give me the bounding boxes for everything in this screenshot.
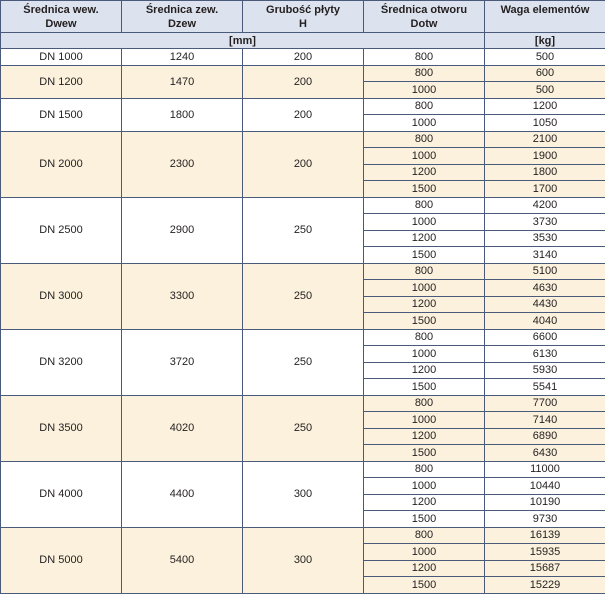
weight-cell: 4200 <box>485 197 605 214</box>
dn-cell: DN 2500 <box>1 197 122 263</box>
opening-diameter-cell: 1200 <box>364 560 485 577</box>
header-element-weight: Waga elementów <box>485 1 605 33</box>
opening-diameter-cell: 1000 <box>364 412 485 429</box>
opening-diameter-cell: 800 <box>364 329 485 346</box>
weight-cell: 1800 <box>485 164 605 181</box>
table-row <box>1 461 605 478</box>
opening-diameter-cell: 1000 <box>364 82 485 99</box>
outer-diameter-cell: 3720 <box>122 329 243 395</box>
opening-diameter-cell: 800 <box>364 197 485 214</box>
dn-cell: DN 3200 <box>1 329 122 395</box>
outer-diameter-cell: 1470 <box>122 65 243 98</box>
opening-diameter-cell: 1200 <box>364 296 485 313</box>
opening-diameter-cell: 1500 <box>364 445 485 462</box>
thickness-cell: 200 <box>243 98 364 131</box>
weight-cell: 6130 <box>485 346 605 363</box>
opening-diameter-cell: 800 <box>364 98 485 115</box>
weight-cell: 5100 <box>485 263 605 280</box>
unit-kg: [kg] <box>485 33 605 49</box>
weight-cell: 1200 <box>485 98 605 115</box>
opening-diameter-cell: 1500 <box>364 247 485 264</box>
weight-cell: 600 <box>485 65 605 82</box>
thickness-cell: 200 <box>243 65 364 98</box>
opening-diameter-cell: 1500 <box>364 313 485 330</box>
thickness-cell: 250 <box>243 197 364 263</box>
weight-cell: 15935 <box>485 544 605 561</box>
thickness-cell: 250 <box>243 329 364 395</box>
weight-cell: 11000 <box>485 461 605 478</box>
weight-cell: 1050 <box>485 115 605 132</box>
weight-cell: 6890 <box>485 428 605 445</box>
dn-cell: DN 1500 <box>1 98 122 131</box>
opening-diameter-cell: 1500 <box>364 379 485 396</box>
opening-diameter-cell: 1200 <box>364 164 485 181</box>
opening-diameter-cell: 1200 <box>364 362 485 379</box>
table-row <box>1 263 605 280</box>
thickness-cell: 300 <box>243 461 364 527</box>
weight-cell: 5541 <box>485 379 605 396</box>
thickness-cell: 250 <box>243 263 364 329</box>
thickness-cell: 250 <box>243 395 364 461</box>
table-row <box>1 49 605 66</box>
opening-diameter-cell: 1000 <box>364 115 485 132</box>
weight-cell: 1700 <box>485 181 605 198</box>
weight-cell: 15687 <box>485 560 605 577</box>
outer-diameter-cell: 4400 <box>122 461 243 527</box>
opening-diameter-cell: 800 <box>364 131 485 148</box>
opening-diameter-cell: 800 <box>364 263 485 280</box>
outer-diameter-cell: 4020 <box>122 395 243 461</box>
table-row <box>1 98 605 115</box>
table-row <box>1 65 605 82</box>
opening-diameter-cell: 800 <box>364 527 485 544</box>
header-inner-diameter: Średnica wew. Dwew <box>1 1 122 33</box>
table-row <box>1 395 605 412</box>
opening-diameter-cell: 1500 <box>364 577 485 594</box>
unit-mm: [mm] <box>1 33 485 49</box>
weight-cell: 500 <box>485 49 605 66</box>
table-row <box>1 527 605 544</box>
outer-diameter-cell: 2900 <box>122 197 243 263</box>
opening-diameter-cell: 1200 <box>364 230 485 247</box>
header-row <box>1 1 605 33</box>
outer-diameter-cell: 2300 <box>122 131 243 197</box>
weight-cell: 4040 <box>485 313 605 330</box>
outer-diameter-cell: 5400 <box>122 527 243 593</box>
weight-cell: 6600 <box>485 329 605 346</box>
weight-cell: 3530 <box>485 230 605 247</box>
opening-diameter-cell: 800 <box>364 395 485 412</box>
outer-diameter-cell: 1240 <box>122 49 243 66</box>
weight-cell: 4630 <box>485 280 605 297</box>
header-opening-diameter: Średnica otworu Dotw <box>364 1 485 33</box>
table-row <box>1 131 605 148</box>
header-outer-diameter: Średnica zew. Dzew <box>122 1 243 33</box>
opening-diameter-cell: 1000 <box>364 346 485 363</box>
opening-diameter-cell: 800 <box>364 65 485 82</box>
opening-diameter-cell: 1200 <box>364 494 485 511</box>
header-plate-thickness: Grubość płyty H <box>243 1 364 33</box>
opening-diameter-cell: 1000 <box>364 214 485 231</box>
weight-cell: 7140 <box>485 412 605 429</box>
opening-diameter-cell: 1000 <box>364 148 485 165</box>
dn-cell: DN 2000 <box>1 131 122 197</box>
dn-cell: DN 3500 <box>1 395 122 461</box>
weight-cell: 3140 <box>485 247 605 264</box>
weight-cell: 10190 <box>485 494 605 511</box>
weight-cell: 7700 <box>485 395 605 412</box>
weight-cell: 10440 <box>485 478 605 495</box>
weight-cell: 9730 <box>485 511 605 528</box>
weight-cell: 1900 <box>485 148 605 165</box>
opening-diameter-cell: 1000 <box>364 280 485 297</box>
outer-diameter-cell: 3300 <box>122 263 243 329</box>
weight-cell: 500 <box>485 82 605 99</box>
weight-cell: 15229 <box>485 577 605 594</box>
dn-cell: DN 1000 <box>1 49 122 66</box>
units-row <box>1 33 605 49</box>
opening-diameter-cell: 1000 <box>364 544 485 561</box>
weight-cell: 2100 <box>485 131 605 148</box>
opening-diameter-cell: 1500 <box>364 181 485 198</box>
thickness-cell: 200 <box>243 49 364 66</box>
thickness-cell: 300 <box>243 527 364 593</box>
weight-cell: 6430 <box>485 445 605 462</box>
dn-cell: DN 1200 <box>1 65 122 98</box>
opening-diameter-cell: 1500 <box>364 511 485 528</box>
weight-cell: 3730 <box>485 214 605 231</box>
weight-cell: 16139 <box>485 527 605 544</box>
outer-diameter-cell: 1800 <box>122 98 243 131</box>
dn-cell: DN 4000 <box>1 461 122 527</box>
weight-cell: 4430 <box>485 296 605 313</box>
dn-cell: DN 3000 <box>1 263 122 329</box>
table-row <box>1 329 605 346</box>
dn-cell: DN 5000 <box>1 527 122 593</box>
opening-diameter-cell: 1200 <box>364 428 485 445</box>
table-row <box>1 197 605 214</box>
opening-diameter-cell: 1000 <box>364 478 485 495</box>
weight-cell: 5930 <box>485 362 605 379</box>
table-body <box>1 49 605 594</box>
thickness-cell: 200 <box>243 131 364 197</box>
opening-diameter-cell: 800 <box>364 49 485 66</box>
opening-diameter-cell: 800 <box>364 461 485 478</box>
